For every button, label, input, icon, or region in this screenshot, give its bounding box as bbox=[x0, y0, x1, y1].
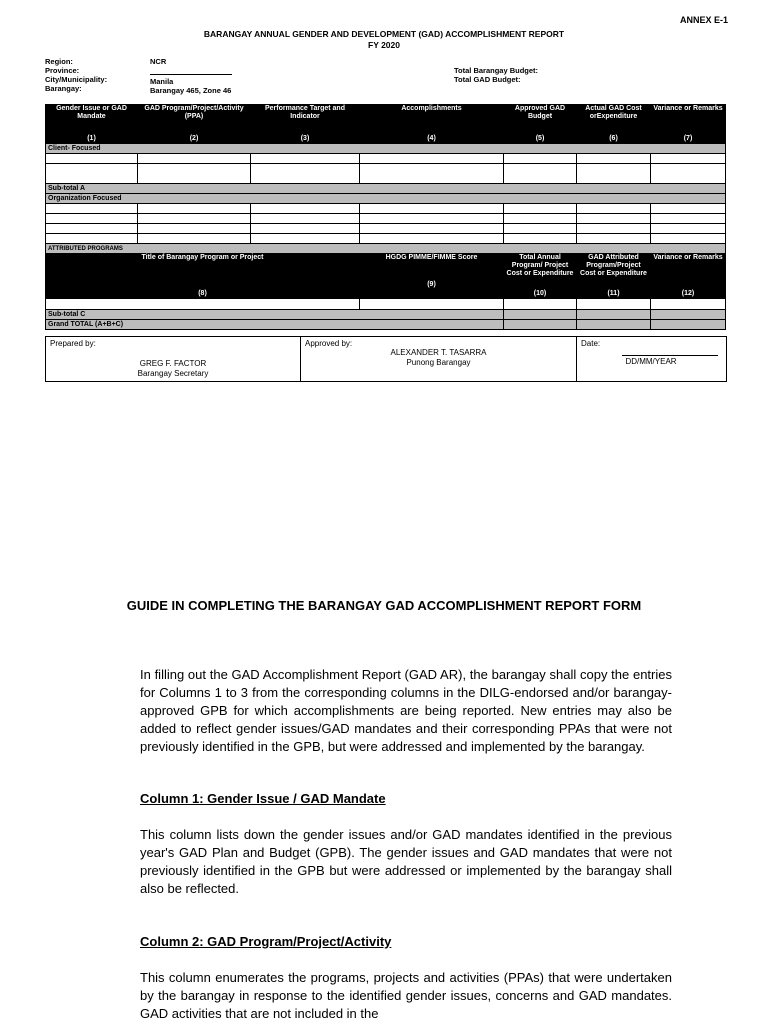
region-label: Region: bbox=[45, 57, 73, 66]
table-row bbox=[46, 234, 726, 244]
prepared-name: GREG F. FACTOR bbox=[139, 359, 207, 368]
attr-header-score: HGDG PIMME/FIMME Score (9) bbox=[360, 254, 504, 299]
table-row bbox=[46, 299, 726, 310]
table-row bbox=[46, 154, 726, 164]
table-row bbox=[46, 214, 726, 224]
table-row bbox=[46, 224, 726, 234]
header-col-1: Gender Issue or GAD Mandate (1) bbox=[46, 105, 138, 144]
table-row bbox=[46, 204, 726, 214]
barangay-value: Barangay 465, Zone 46 bbox=[150, 86, 232, 95]
header-col-2: GAD Program/Project/Activity (PPA) (2) bbox=[138, 105, 251, 144]
header-col-6: Actual GAD Cost orExpenditure (6) bbox=[577, 105, 651, 144]
guide-intro: In filling out the GAD Accomplishment Report (GAD AR), the barangay shall copy the entries for Columns 1 to 3 from the corresponding columns in the DILG-endorsed and/or barangay-approved GPB for which accomplishments are being reported. New entries may also be added to reflect gender issues/GAD mandates and their corresponding PPAs that were not previously identified in the GPB, but were addressed and implemented by the barangay. bbox=[140, 667, 672, 754]
total-budget-label: Total Barangay Budget: bbox=[454, 66, 539, 75]
section-attributed-programs: ATTRIBUTED PROGRAMS bbox=[46, 244, 726, 254]
guide-title: GUIDE IN COMPLETING THE BARANGAY GAD ACCOMPLISHMENT REPORT FORM bbox=[126, 598, 642, 613]
column-2-heading: Column 2: GAD Program/Project/Activity bbox=[140, 934, 392, 949]
region-value: NCR bbox=[150, 57, 167, 66]
gad-accomplishment-table bbox=[45, 104, 726, 330]
province-label: Province: bbox=[45, 66, 80, 75]
attr-header-title: Title of Barangay Program or Project (8) bbox=[46, 254, 360, 299]
approved-name: ALEXANDER T. TASARRA bbox=[390, 348, 487, 357]
report-title: BARANGAY ANNUAL GENDER AND DEVELOPMENT (GAD) ACCOMPLISHMENT REPORT bbox=[203, 29, 565, 39]
date-cell bbox=[577, 337, 725, 381]
section-client-focused: Client- Focused bbox=[46, 144, 726, 154]
column-1-heading: Column 1: Gender Issue / GAD Mandate bbox=[140, 791, 386, 806]
section-grand-total: Grand TOTAL (A+B+C) bbox=[46, 320, 726, 330]
province-value bbox=[150, 66, 232, 75]
report-fy: FY 2020 bbox=[368, 40, 400, 50]
section-subtotal-a: Sub-total A bbox=[46, 184, 726, 194]
table-row bbox=[46, 164, 726, 184]
date-label: Date: bbox=[581, 339, 601, 348]
header-col-3: Performance Target and Indicator (3) bbox=[251, 105, 360, 144]
city-label: City/Municipality: bbox=[45, 75, 108, 84]
prepared-label: Prepared by: bbox=[50, 339, 96, 348]
approved-title: Punong Barangay bbox=[406, 358, 471, 367]
meta-values bbox=[150, 57, 232, 95]
attr-header-variance: Variance or Remarks (12) bbox=[651, 254, 726, 299]
header-col-7: Variance or Remarks (7) bbox=[651, 105, 726, 144]
section-organization-focused: Organization Focused bbox=[46, 194, 726, 204]
prepared-by-cell bbox=[46, 337, 301, 381]
signature-block bbox=[45, 336, 727, 382]
barangay-label: Barangay: bbox=[45, 84, 82, 93]
approved-by-cell bbox=[301, 337, 577, 381]
column-1-text: This column lists down the gender issues and/or GAD mandates identified in the previous year's GAD Plan and Budget (GPB). The gender issues and GAD mandates that were not previously identified in the GPB but were addressed or implemented by the barangay shall also be reflected. bbox=[140, 827, 672, 896]
header-col-5: Approved GAD Budget (5) bbox=[504, 105, 577, 144]
annex-label: ANNEX E-1 bbox=[679, 15, 728, 25]
budget-labels bbox=[454, 66, 538, 84]
approved-label: Approved by: bbox=[305, 339, 353, 348]
attributed-header-row bbox=[46, 254, 726, 299]
date-value: DD/MM/YEAR bbox=[625, 357, 677, 366]
city-value: Manila bbox=[150, 77, 174, 86]
total-gad-label: Total GAD Budget: bbox=[454, 75, 521, 84]
report-header bbox=[0, 29, 768, 51]
column-2-text: This column enumerates the programs, projects and activities (PPAs) that were undertaken by the barangay in response to the identified gender issues, concerns and GAD mandates. GAD activities that are not included in the bbox=[140, 970, 672, 1021]
prepared-title: Barangay Secretary bbox=[137, 369, 209, 378]
section-subtotal-c: Sub-total C bbox=[46, 310, 726, 320]
meta-labels bbox=[45, 57, 107, 93]
header-col-4: Accomplishments (4) bbox=[360, 105, 504, 144]
table-header-row bbox=[46, 105, 726, 144]
attr-header-gad-cost: GAD Attributed Program/Project Cost or Expenditure (11) bbox=[577, 254, 651, 299]
attr-header-total-cost: Total Annual Program/ Project Cost or Expenditure (10) bbox=[504, 254, 577, 299]
